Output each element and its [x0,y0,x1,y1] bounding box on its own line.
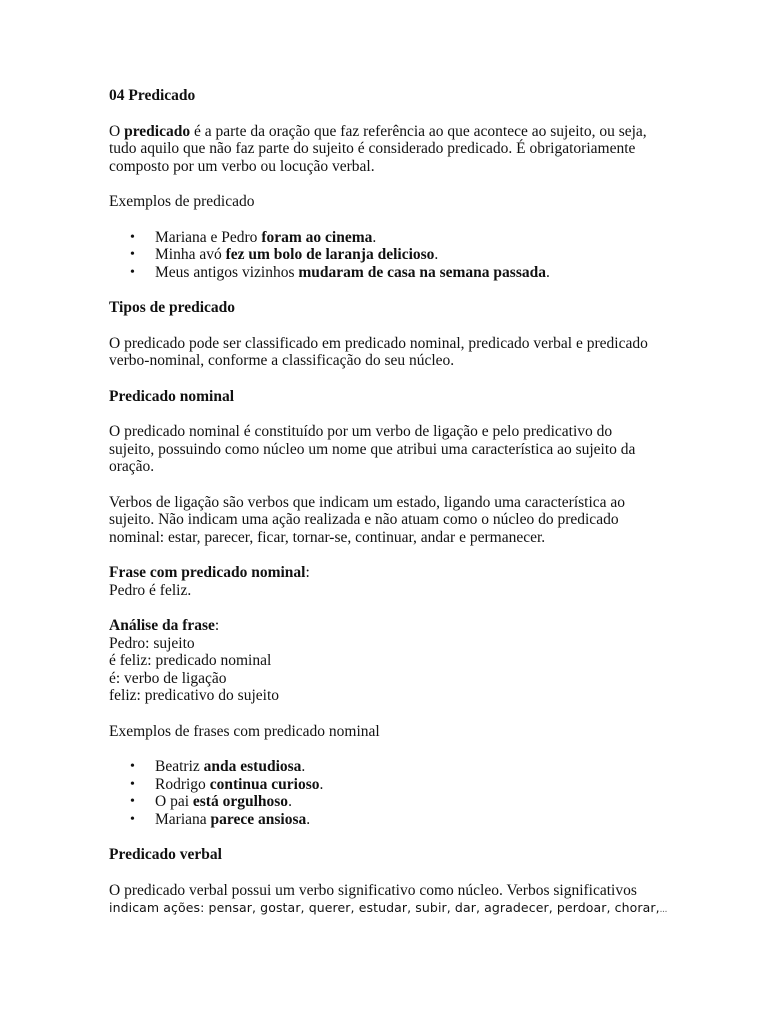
document-page [109,87,669,919]
intro-line3: composto por um verbo ou locução verbal. [109,157,375,175]
list-item [155,776,669,794]
nominal-line1: O predicado nominal é constituído por um verbo de ligação e pelo predicativo do [109,423,613,440]
verbal-line2: indicam ações: pensar, gostar, querer, estudar, subir, dar, agradecer, perdoar, chorar, [109,900,660,915]
intro-line2: tudo aquilo que não faz parte do sujeito é considerado predicado. É obrigatoriamente [109,140,636,157]
list-item [155,264,669,282]
analysis-label: Análise da frase [109,617,215,634]
sentence-colon: : [305,564,310,581]
list-item-end: . [306,810,311,828]
list-item-plain: O pai [155,793,193,810]
list-item-plain: Beatriz [155,758,204,775]
examples-label: Exemplos de predicado [109,193,255,210]
nominal-examples-label: Exemplos de frases com predicado nominal [109,722,380,740]
list-item [155,811,669,829]
linking-line2: sujeito. Não indicam uma ação realizada e não atuam como o núcleo do predicado [109,511,619,528]
list-item-plain: Mariana [155,810,211,828]
list-item-end: . [434,246,439,263]
list-item-bold: continua curioso [209,775,320,793]
list-item-plain: Minha avó [155,246,226,263]
list-item-bold: fez um bolo de laranja delicioso [225,246,435,263]
sentence-text: Pedro é feliz. [109,581,192,599]
linking-line1: Verbos de ligação são verbos que indicam um estado, ligando uma característica ao [109,493,626,511]
analysis-line: é feliz: predicado nominal [109,652,272,669]
sentence-label: Frase com predicado nominal [109,564,306,581]
list-item-end: . [319,775,324,793]
list-item-plain: Mariana e Pedro [155,228,262,246]
nominal-paragraph [109,423,669,476]
list-item [155,758,669,776]
list-item-end: . [372,228,377,246]
intro-bold-term: predicado [124,122,191,140]
list-item [155,793,669,811]
analysis-colon: : [214,617,220,634]
analysis-line: feliz: predicativo do sujeito [109,687,280,704]
list-item-bold: anda estudiosa [203,758,302,775]
list-item [155,229,669,247]
types-line2: verbo-nominal, conforme a classificação do seu núcleo. [109,352,455,369]
examples-list [109,229,669,282]
list-item [155,246,669,264]
verbal-paragraph [109,882,669,919]
list-item-end: . [301,758,306,775]
list-item-bold: foram ao cinema [261,228,373,246]
nominal-examples-list [109,758,669,828]
types-paragraph [109,335,669,370]
verbal-heading: Predicado verbal [109,846,222,863]
types-heading: Tipos de predicado [109,299,236,316]
analysis-line: é: verbo de ligação [109,669,227,687]
linking-line3: nominal: estar, parecer, ficar, tornar-se, continuar, andar e permanecer. [109,528,546,546]
intro-rest-line1: é a parte da oração que faz referência ao que acontece ao sujeito, ou seja, [190,122,647,140]
list-item-bold: mudaram de casa na semana passada [298,263,546,281]
nominal-line3: oração. [109,458,155,475]
list-item-end: . [288,793,292,810]
analysis-line: Pedro: sujeito [109,634,195,652]
nominal-heading: Predicado nominal [109,387,235,405]
list-item-end: . [545,263,550,281]
linking-verbs-paragraph [109,494,669,547]
verbal-line1: O predicado verbal possui um verbo significativo como núcleo. Verbos significativos [109,881,637,899]
intro-lead: O [109,122,125,140]
document-title: 04 Predicado [109,87,196,104]
list-item-plain: Meus antigos vizinhos [155,263,299,281]
list-item-bold: parece ansiosa [210,810,307,828]
analysis-block [109,617,669,705]
list-item-bold: está orgulhoso [192,793,289,810]
types-line1: O predicado pode ser classificado em predicado nominal, predicado verbal e predicado [109,334,648,352]
list-item-plain: Rodrigo [155,775,210,793]
sentence-block [109,564,669,599]
truncation-ellipsis: ... [659,904,668,915]
nominal-line2: sujeito, possuindo como núcleo um nome que atribui uma característica ao sujeito da [109,440,636,458]
intro-paragraph [109,123,669,176]
